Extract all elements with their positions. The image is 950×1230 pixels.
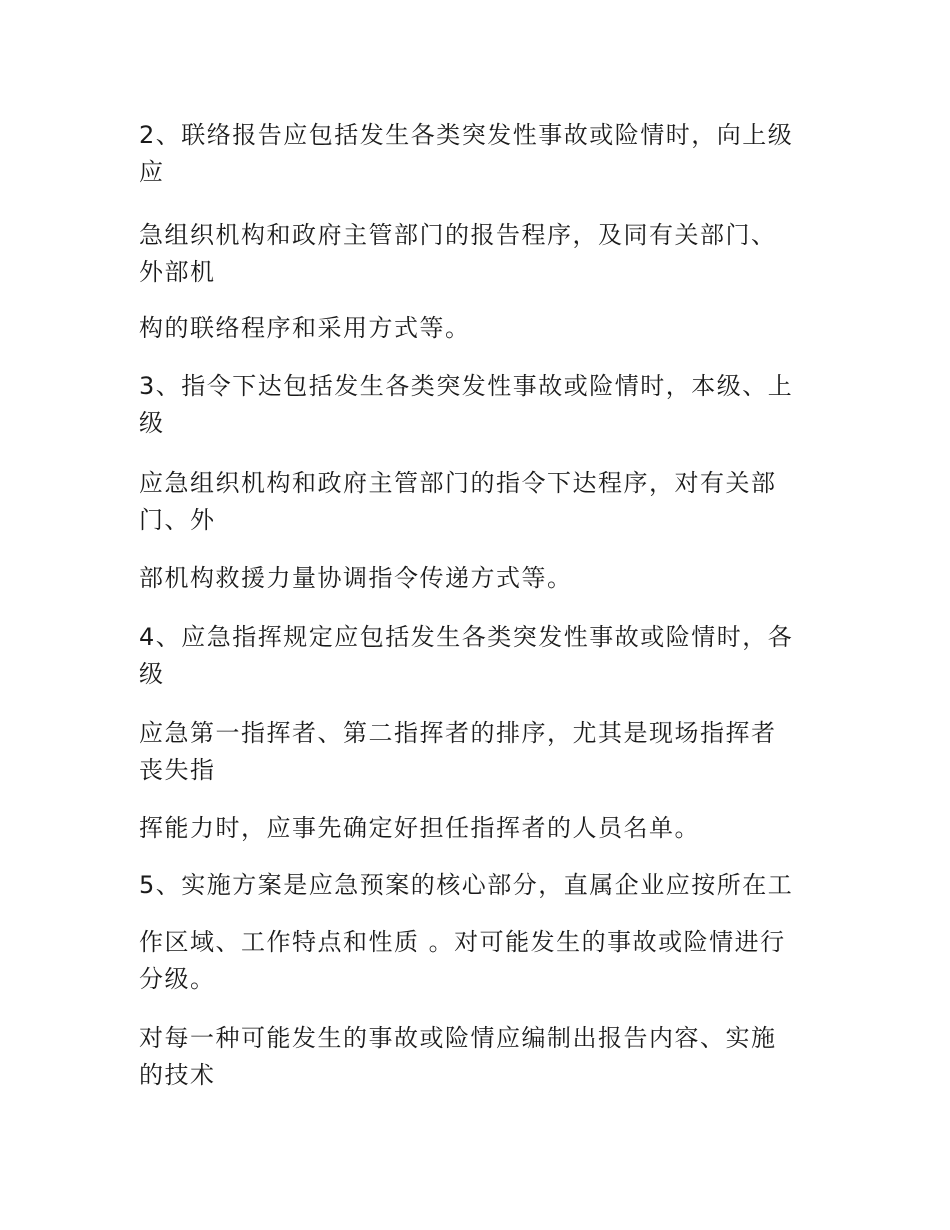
line-text-wrap: 的技术: [139, 1061, 216, 1089]
paragraph-line-8: [139, 715, 819, 789]
line-text: 应急组织机构和政府主管部门的指令下达程序，对有关部: [139, 469, 777, 497]
paragraph-line-10: [139, 867, 819, 904]
paragraph-line-11: [139, 924, 819, 998]
line-text-wrap: 门、外: [139, 506, 216, 534]
line-text-wrap: 外部机: [139, 258, 216, 286]
line-text: 对每一种可能发生的事故或险情应编制出报告内容、实施: [139, 1024, 777, 1052]
paragraph-line-12: [139, 1020, 819, 1094]
paragraph-line-6: [139, 560, 819, 597]
line-text: 急组织机构和政府主管部门的报告程序，及同有关部门、: [139, 221, 777, 249]
paragraph-line-9: [139, 810, 819, 847]
line-text: 3、指令下达包括发生各类突发性事故或险情时，本级、上: [139, 372, 794, 400]
line-text: 作区域、工作特点和性质 。对可能发生的事故或险情进行: [139, 928, 786, 956]
line-text-wrap: 分级。: [139, 965, 216, 993]
line-text: 构的联络程序和采用方式等。: [139, 314, 471, 342]
line-text: 挥能力时，应事先确定好担任指挥者的人员名单。: [139, 814, 700, 842]
line-text-wrap: 级: [139, 409, 165, 437]
paragraph-line-2: [139, 217, 819, 291]
line-text-wrap: 级: [139, 660, 165, 688]
paragraph-line-5: [139, 465, 819, 539]
line-text: 5、实施方案是应急预案的核心部分，直属企业应按所在工: [139, 871, 794, 899]
line-text: 部机构救援力量协调指令传递方式等。: [139, 564, 573, 592]
paragraph-line-7: [139, 619, 819, 693]
line-text: 2、联络报告应包括发生各类突发性事故或险情时，向上级: [139, 121, 794, 149]
paragraph-line-1: [139, 117, 819, 191]
line-text-wrap: 丧失指: [139, 756, 216, 784]
line-text: 4、应急指挥规定应包括发生各类突发性事故或险情时，各: [139, 623, 794, 651]
paragraph-line-4: [139, 368, 819, 442]
line-text: 应急第一指挥者、第二指挥者的排序，尤其是现场指挥者: [139, 719, 777, 747]
paragraph-line-3: [139, 310, 819, 347]
line-text-wrap: 应: [139, 158, 165, 186]
